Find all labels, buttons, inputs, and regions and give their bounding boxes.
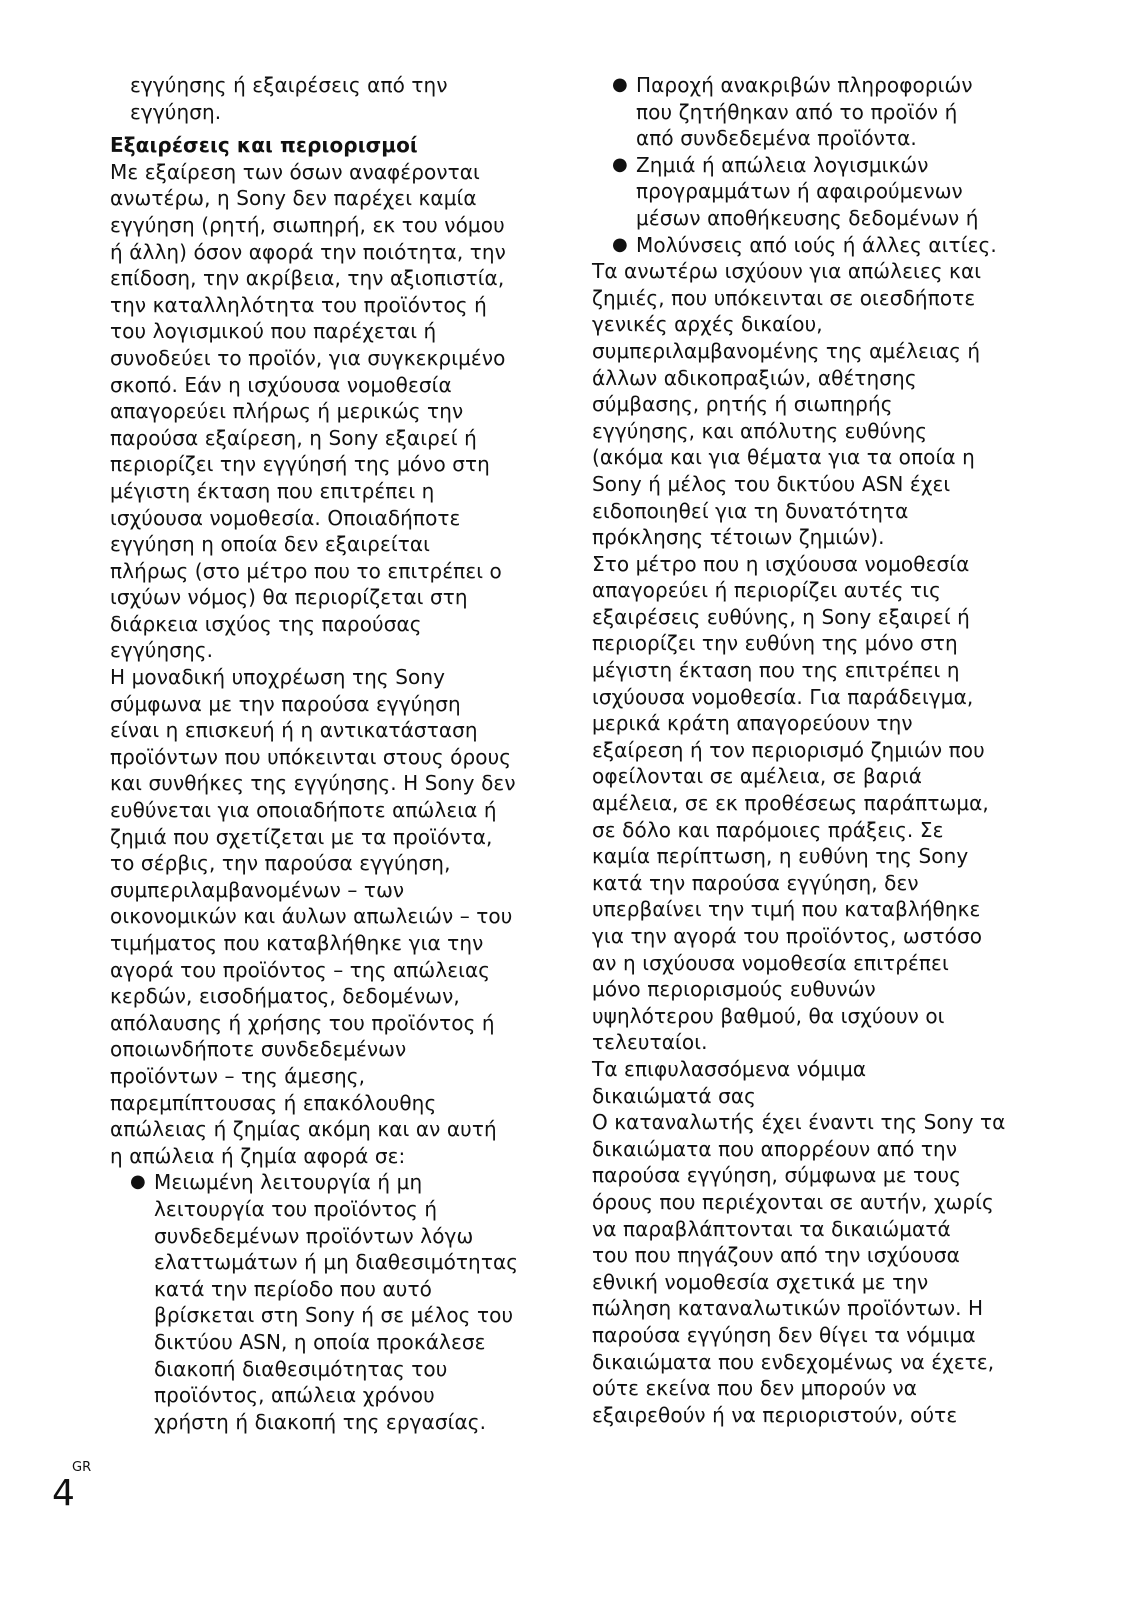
text-line: είναι η επισκευή ή η αντικατάσταση (110, 718, 478, 743)
text-line: μέσων αποθήκευσης δεδομένων ή (636, 205, 979, 230)
text-line: απαγορεύει ή περιορίζει αυτές τις (592, 578, 941, 603)
text-line: σύμφωνα με την παρούσα εγγύηση (110, 691, 461, 716)
text-line: πρόκλησης τέτοιων ζημιών). (592, 525, 885, 550)
text-line: ούτε εκείνα που δεν μπορούν να (592, 1376, 918, 1401)
text-line: (ακόμα και για θέματα για τα οποία η (592, 445, 975, 470)
text-line: βρίσκεται στη Sony ή σε μέλος του (154, 1303, 514, 1328)
text-line: πώληση καταναλωτικών προϊόντων. Η (592, 1296, 984, 1321)
text-line: αν η ισχύουσα νομοθεσία επιτρέπει (592, 950, 949, 975)
text-line: παρεμπίπτουσας ή επακόλουθης (110, 1090, 437, 1115)
text-line: οικονομικών και άυλων απωλειών – του (110, 904, 513, 929)
text-line: δικαιώματα που ενδεχομένως να έχετε, (592, 1349, 995, 1374)
text-line: απόλαυσης ή χρήσης του προϊόντος ή (110, 1010, 495, 1035)
text-line: προϊόντος, απώλεια χρόνου (154, 1383, 435, 1408)
text-line: άλλων αδικοπραξιών, αθέτησης (592, 365, 917, 390)
text-line: εγγύηση (ρητή, σιωπηρή, εκ του νόμου (110, 212, 505, 237)
text-line: εγγύησης. (110, 638, 214, 663)
text-line: που ζητήθηκαν από το προϊόν ή (636, 99, 958, 124)
text-line: δικαιώματα που απορρέουν από την (592, 1136, 958, 1161)
paragraph-liability-limits (592, 551, 1037, 1056)
right-column (592, 72, 1037, 1428)
text-line: Παροχή ανακριβών πληροφοριών (636, 73, 973, 97)
text-line: ευθύνεται για οποιαδήποτε απώλεια ή (110, 798, 497, 823)
text-line: συμπεριλαμβανομένης της αμέλειας ή (592, 338, 981, 363)
text-line: κατά την περίοδο που αυτό (154, 1276, 432, 1301)
text-line: εξαιρέσεις ευθύνης, η Sony εξαιρεί ή (592, 604, 970, 629)
text-line: διάρκεια ισχύος της παρούσας (110, 611, 422, 636)
bullet-icon: ● (612, 153, 628, 175)
text-line: διακοπή διαθεσιμότητας του (154, 1356, 448, 1381)
text-line: χρήστη ή διακοπή της εργασίας. (154, 1409, 487, 1434)
text-line: του λογισμικού που παρέχεται ή (110, 319, 437, 344)
text-line: υπερβαίνει την τιμή που καταβλήθηκε (592, 897, 981, 922)
text-line: επίδοση, την ακρίβεια, την αξιοπιστία, (110, 266, 505, 291)
text-line: Η μοναδική υποχρέωση της Sony (110, 665, 446, 690)
text-line: να παραβλάπτονται τα δικαιώματά (592, 1216, 951, 1241)
text-line: δικαιώματά σας (592, 1083, 756, 1108)
text-line: ισχύων νόμος) θα περιορίζεται στη (110, 585, 468, 610)
bullet-item (592, 232, 1037, 259)
text-line: Μολύνσεις από ιούς ή άλλες αιτίες. (636, 232, 997, 257)
text-line: Ο καταναλωτής έχει έναντι της Sony τα (592, 1110, 1006, 1135)
text-line: εξαίρεση ή τον περιορισμό ζημιών που (592, 737, 985, 762)
text-line: οφείλονται σε αμέλεια, σε βαριά (592, 764, 923, 789)
bullet-icon: ● (130, 1171, 146, 1193)
text-line: ή άλλη) όσον αφορά την ποιότητα, την (110, 239, 506, 264)
text-line: για την αγορά του προϊόντος, ωστόσο (592, 924, 983, 948)
text-line: και συνθήκες της εγγύησης. Η Sony δεν (110, 771, 516, 796)
text-line: κερδών, εισοδήματος, δεδομένων, (110, 984, 460, 1009)
text-line: μέγιστη έκταση που της επιτρέπει η (592, 658, 960, 683)
text-line: καμία περίπτωση, η ευθύνη της Sony (592, 844, 969, 869)
text-line: συνδεδεμένων προϊόντων λόγω (154, 1223, 474, 1248)
text-line: τελευταίοι. (592, 1030, 708, 1055)
text-line: απαγορεύει πλήρως ή μερικώς την (110, 399, 464, 424)
text-line: συμπεριλαμβανομένων – των (110, 877, 405, 902)
left-column (110, 72, 555, 1435)
text-line: εγγύηση η οποία δεν εξαιρείται (110, 532, 431, 557)
text-line: οποιωνδήποτε συνδεδεμένων (110, 1037, 407, 1062)
text-line: περιορίζει την εγγύησή της μόνο στη (110, 452, 490, 477)
text-line: σκοπό. Εάν η ισχύουσα νομοθεσία (110, 372, 452, 397)
text-line: εγγύηση. (130, 99, 222, 124)
bullet-item (110, 1169, 555, 1435)
section-heading: Εξαιρέσεις και περιορισμοί (110, 133, 418, 158)
text-line: εξαιρεθούν ή να περιοριστούν, ούτε (592, 1402, 958, 1427)
text-line: Τα ανωτέρω ισχύουν για απώλειες και (592, 259, 982, 284)
text-line: προϊόντων που υπόκεινται στους όρους (110, 744, 512, 769)
text-line: μέγιστη έκταση που επιτρέπει η (110, 478, 435, 503)
text-line: την καταλληλότητα του προϊόντος ή (110, 292, 487, 317)
subheading-legal-rights (592, 1056, 1037, 1109)
text-line: ανωτέρω, η Sony δεν παρέχει καμία (110, 186, 477, 211)
text-line: μερικά κράτη απαγορεύουν την (592, 711, 913, 736)
text-line: η απώλεια ή ζημία αφορά σε: (110, 1143, 406, 1168)
text-line: προϊόντων – της άμεσης, (110, 1063, 366, 1088)
text-line: μόνο περιορισμούς ευθυνών (592, 977, 876, 1002)
text-line: ισχύουσα νομοθεσία. Για παράδειγμα, (592, 684, 974, 709)
text-line: λειτουργία του προϊόντος ή (154, 1196, 438, 1221)
text-line: συνοδεύει το προϊόν, για συγκεκριμένο (110, 345, 506, 370)
text-line: προγραμμάτων ή αφαιρούμενων (636, 179, 963, 204)
text-line: ισχύουσα νομοθεσία. Οποιαδήποτε (110, 505, 461, 530)
text-line: ειδοποιηθεί για τη δυνατότητα (592, 498, 909, 523)
text-line: υψηλότερου βαθμού, θα ισχύουν οι (592, 1003, 945, 1028)
text-line: γενικές αρχές δικαίου, (592, 312, 823, 337)
text-line: όρους που περιέχονται σε αυτήν, χωρίς (592, 1189, 994, 1214)
text-line: ζημιές, που υπόκεινται σε οιεσδήποτε (592, 285, 976, 310)
paragraph-sony-obligation (110, 664, 555, 1169)
bullet-item (592, 152, 1037, 232)
text-line: κατά την παρούσα εγγύηση, δεν (592, 870, 919, 895)
bullet-icon: ● (612, 74, 628, 95)
text-line: Μειωμένη λειτουργία ή μη (154, 1170, 423, 1195)
text-line: σύμβασης, ρητής ή σιωπηρής (592, 392, 893, 417)
text-line: Ζημιά ή απώλεια λογισμικών (636, 152, 929, 177)
text-line: εγγύησης, και απόλυτης ευθύνης (592, 418, 928, 443)
text-line: δικτύου ASN, η οποία προκάλεσε (154, 1329, 486, 1354)
text-line: παρούσα εγγύηση δεν θίγει τα νόμιμα (592, 1322, 976, 1347)
text-line: παρούσα εγγύηση, σύμφωνα με τους (592, 1163, 962, 1188)
continuation-text (110, 72, 555, 125)
text-line: παρούσα εξαίρεση, η Sony εξαιρεί ή (110, 425, 477, 450)
text-line: τιμήματος που καταβλήθηκε για την (110, 931, 484, 955)
text-line: εθνική νομοθεσία σχετικά με την (592, 1269, 929, 1294)
text-line: εγγύησης ή εξαιρέσεις από την (130, 73, 448, 97)
paragraph-exclusions (110, 159, 555, 664)
text-line: πλήρως (στο μέτρο που το επιτρέπει ο (110, 558, 502, 583)
bullet-item (592, 72, 1037, 152)
text-line: περιορίζει την ευθύνη της μόνο στη (592, 631, 958, 656)
paragraph-applicability (592, 258, 1037, 551)
language-code: GR (72, 1460, 92, 1475)
text-line: απώλειας ή ζημίας ακόμη και αν αυτή (110, 1117, 497, 1142)
text-line: σε δόλο και παρόμοιες πράξεις. Σε (592, 817, 944, 842)
text-line: αμέλεια, σε εκ προθέσεως παράπτωμα, (592, 791, 989, 816)
text-line: από συνδεδεμένα προϊόντα. (636, 126, 917, 151)
text-line: Τα επιφυλασσόμενα νόμιμα (592, 1056, 867, 1081)
paragraph-consumer-rights (592, 1109, 1037, 1428)
text-line: Με εξαίρεση των όσων αναφέρονται (110, 159, 480, 184)
text-line: ζημιά που σχετίζεται με τα προϊόντα, (110, 824, 493, 849)
text-line: του που πηγάζουν από την ισχύουσα (592, 1243, 960, 1268)
bullet-icon: ● (612, 233, 628, 255)
text-line: Sony ή μέλος του δικτύου ASN έχει (592, 471, 951, 496)
text-line: ελαττωμάτων ή μη διαθεσιμότητας (154, 1250, 519, 1275)
text-line: Στο μέτρο που η ισχύουσα νομοθεσία (592, 551, 970, 576)
page-number: 4 (52, 1473, 75, 1514)
text-line: το σέρβις, την παρούσα εγγύηση, (110, 851, 451, 876)
text-line: αγορά του προϊόντος – της απώλειας (110, 957, 491, 982)
